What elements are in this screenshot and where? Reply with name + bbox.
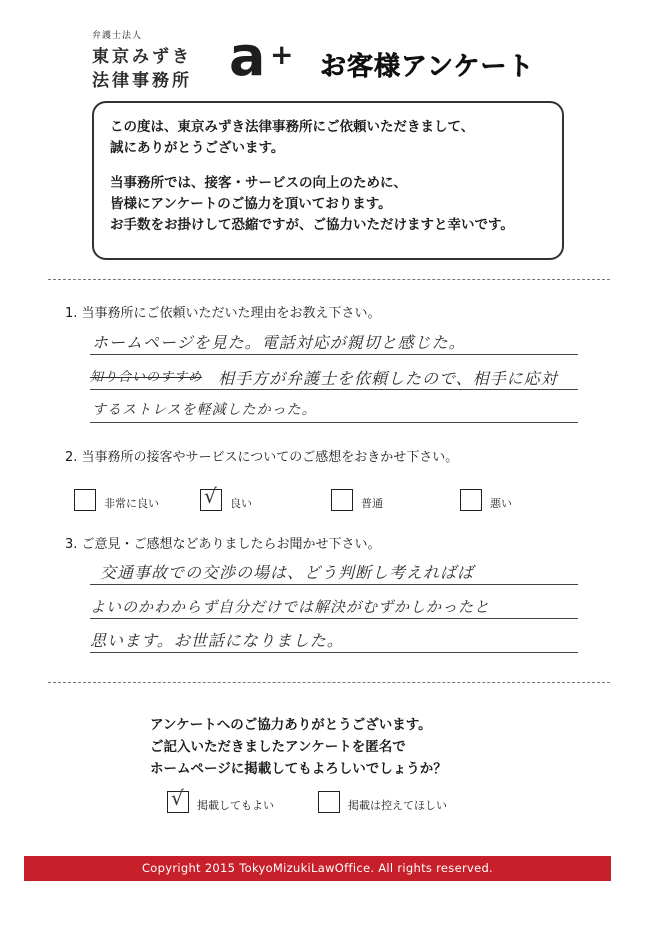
closing-text: ホームページに掲載してもよろしいでしょうか？ bbox=[150, 761, 447, 777]
option-label: 掲載してもよい bbox=[197, 799, 274, 812]
dashed-divider bbox=[48, 279, 610, 280]
org-name-line1: 東京みずき bbox=[92, 47, 192, 67]
intro-message-box bbox=[92, 101, 564, 260]
option-label: 非常に良い bbox=[104, 497, 159, 510]
q3-answer-line1: 交通事故での交渉の場は、どう判断し考えればば bbox=[100, 563, 475, 582]
q1-answer-line1: ホームページを見た。電話対応が親切と感じた。 bbox=[92, 333, 466, 352]
question-2-label: 2. 当事務所の接客やサービスについてのご感想をおきかせ下さい。 bbox=[65, 450, 459, 465]
intro-text: お手数をお掛けして恐縮ですが、ご協力いただけますと幸いです。 bbox=[110, 217, 514, 233]
copyright-footer: Copyright 2015 TokyoMizukiLawOffice. All rights reserved. bbox=[24, 856, 611, 881]
closing-message bbox=[150, 714, 530, 780]
question-3-label: 3. ご意見・ご感想などありましたらお聞かせ下さい。 bbox=[65, 537, 381, 552]
dashed-divider bbox=[48, 682, 610, 683]
q1-answer-struck: 知り合いのすすめ bbox=[90, 370, 203, 385]
intro-text: 皆様にアンケートのご協力を頂いております。 bbox=[110, 196, 392, 212]
question-1-label: 1. 当事務所にご依頼いただいた理由をお教え下さい。 bbox=[65, 306, 381, 321]
checkbox[interactable] bbox=[318, 791, 340, 813]
check-mark-icon: √ bbox=[204, 484, 217, 508]
q1-answer-line3: するストレスを軽減したかった。 bbox=[92, 402, 317, 418]
intro-text: 誠にありがとうございます。 bbox=[110, 140, 285, 156]
org-name-line2: 法律事務所 bbox=[92, 71, 192, 91]
answer-rule bbox=[90, 422, 578, 423]
header bbox=[92, 25, 572, 91]
intro-text: この度は、東京みずき法律事務所にご依頼いただきまして、 bbox=[110, 119, 475, 135]
checkbox[interactable] bbox=[331, 489, 353, 511]
q3-answer-line3: 思います。お世話になりました。 bbox=[90, 631, 344, 650]
answer-rule bbox=[90, 354, 578, 355]
answer-rule bbox=[90, 652, 578, 653]
option-label: 良い bbox=[230, 497, 252, 510]
closing-text: アンケートへのご協力ありがとうございます。 bbox=[150, 717, 432, 733]
checkbox[interactable] bbox=[460, 489, 482, 511]
option-label: 掲載は控えてほしい bbox=[348, 799, 447, 812]
checkbox[interactable] bbox=[74, 489, 96, 511]
option-label: 普通 bbox=[361, 497, 383, 510]
checkbox-checked[interactable] bbox=[167, 786, 189, 813]
answer-rule bbox=[90, 618, 578, 619]
logo-a-icon: a bbox=[229, 25, 266, 88]
q1-answer-line2: 相手方が弁護士を依頼したので、相手に応対 bbox=[218, 369, 558, 388]
q3-answer-line2: よいのかわからず自分だけでは解決がむずかしかったと bbox=[90, 598, 491, 616]
page-title: お客様アンケート bbox=[320, 52, 535, 82]
answer-rule bbox=[90, 389, 578, 390]
answer-rule bbox=[90, 584, 578, 585]
closing-text: ご記入いただきましたアンケートを匿名で bbox=[150, 739, 406, 755]
logo-plus-icon: + bbox=[270, 38, 294, 71]
org-type-label: 弁護士法人 bbox=[92, 31, 143, 41]
check-mark-icon: √ bbox=[171, 786, 184, 810]
intro-text: 当事務所では、接客・サービスの向上のために、 bbox=[110, 175, 407, 191]
checkbox-checked[interactable] bbox=[200, 484, 222, 511]
option-label: 悪い bbox=[490, 497, 512, 510]
